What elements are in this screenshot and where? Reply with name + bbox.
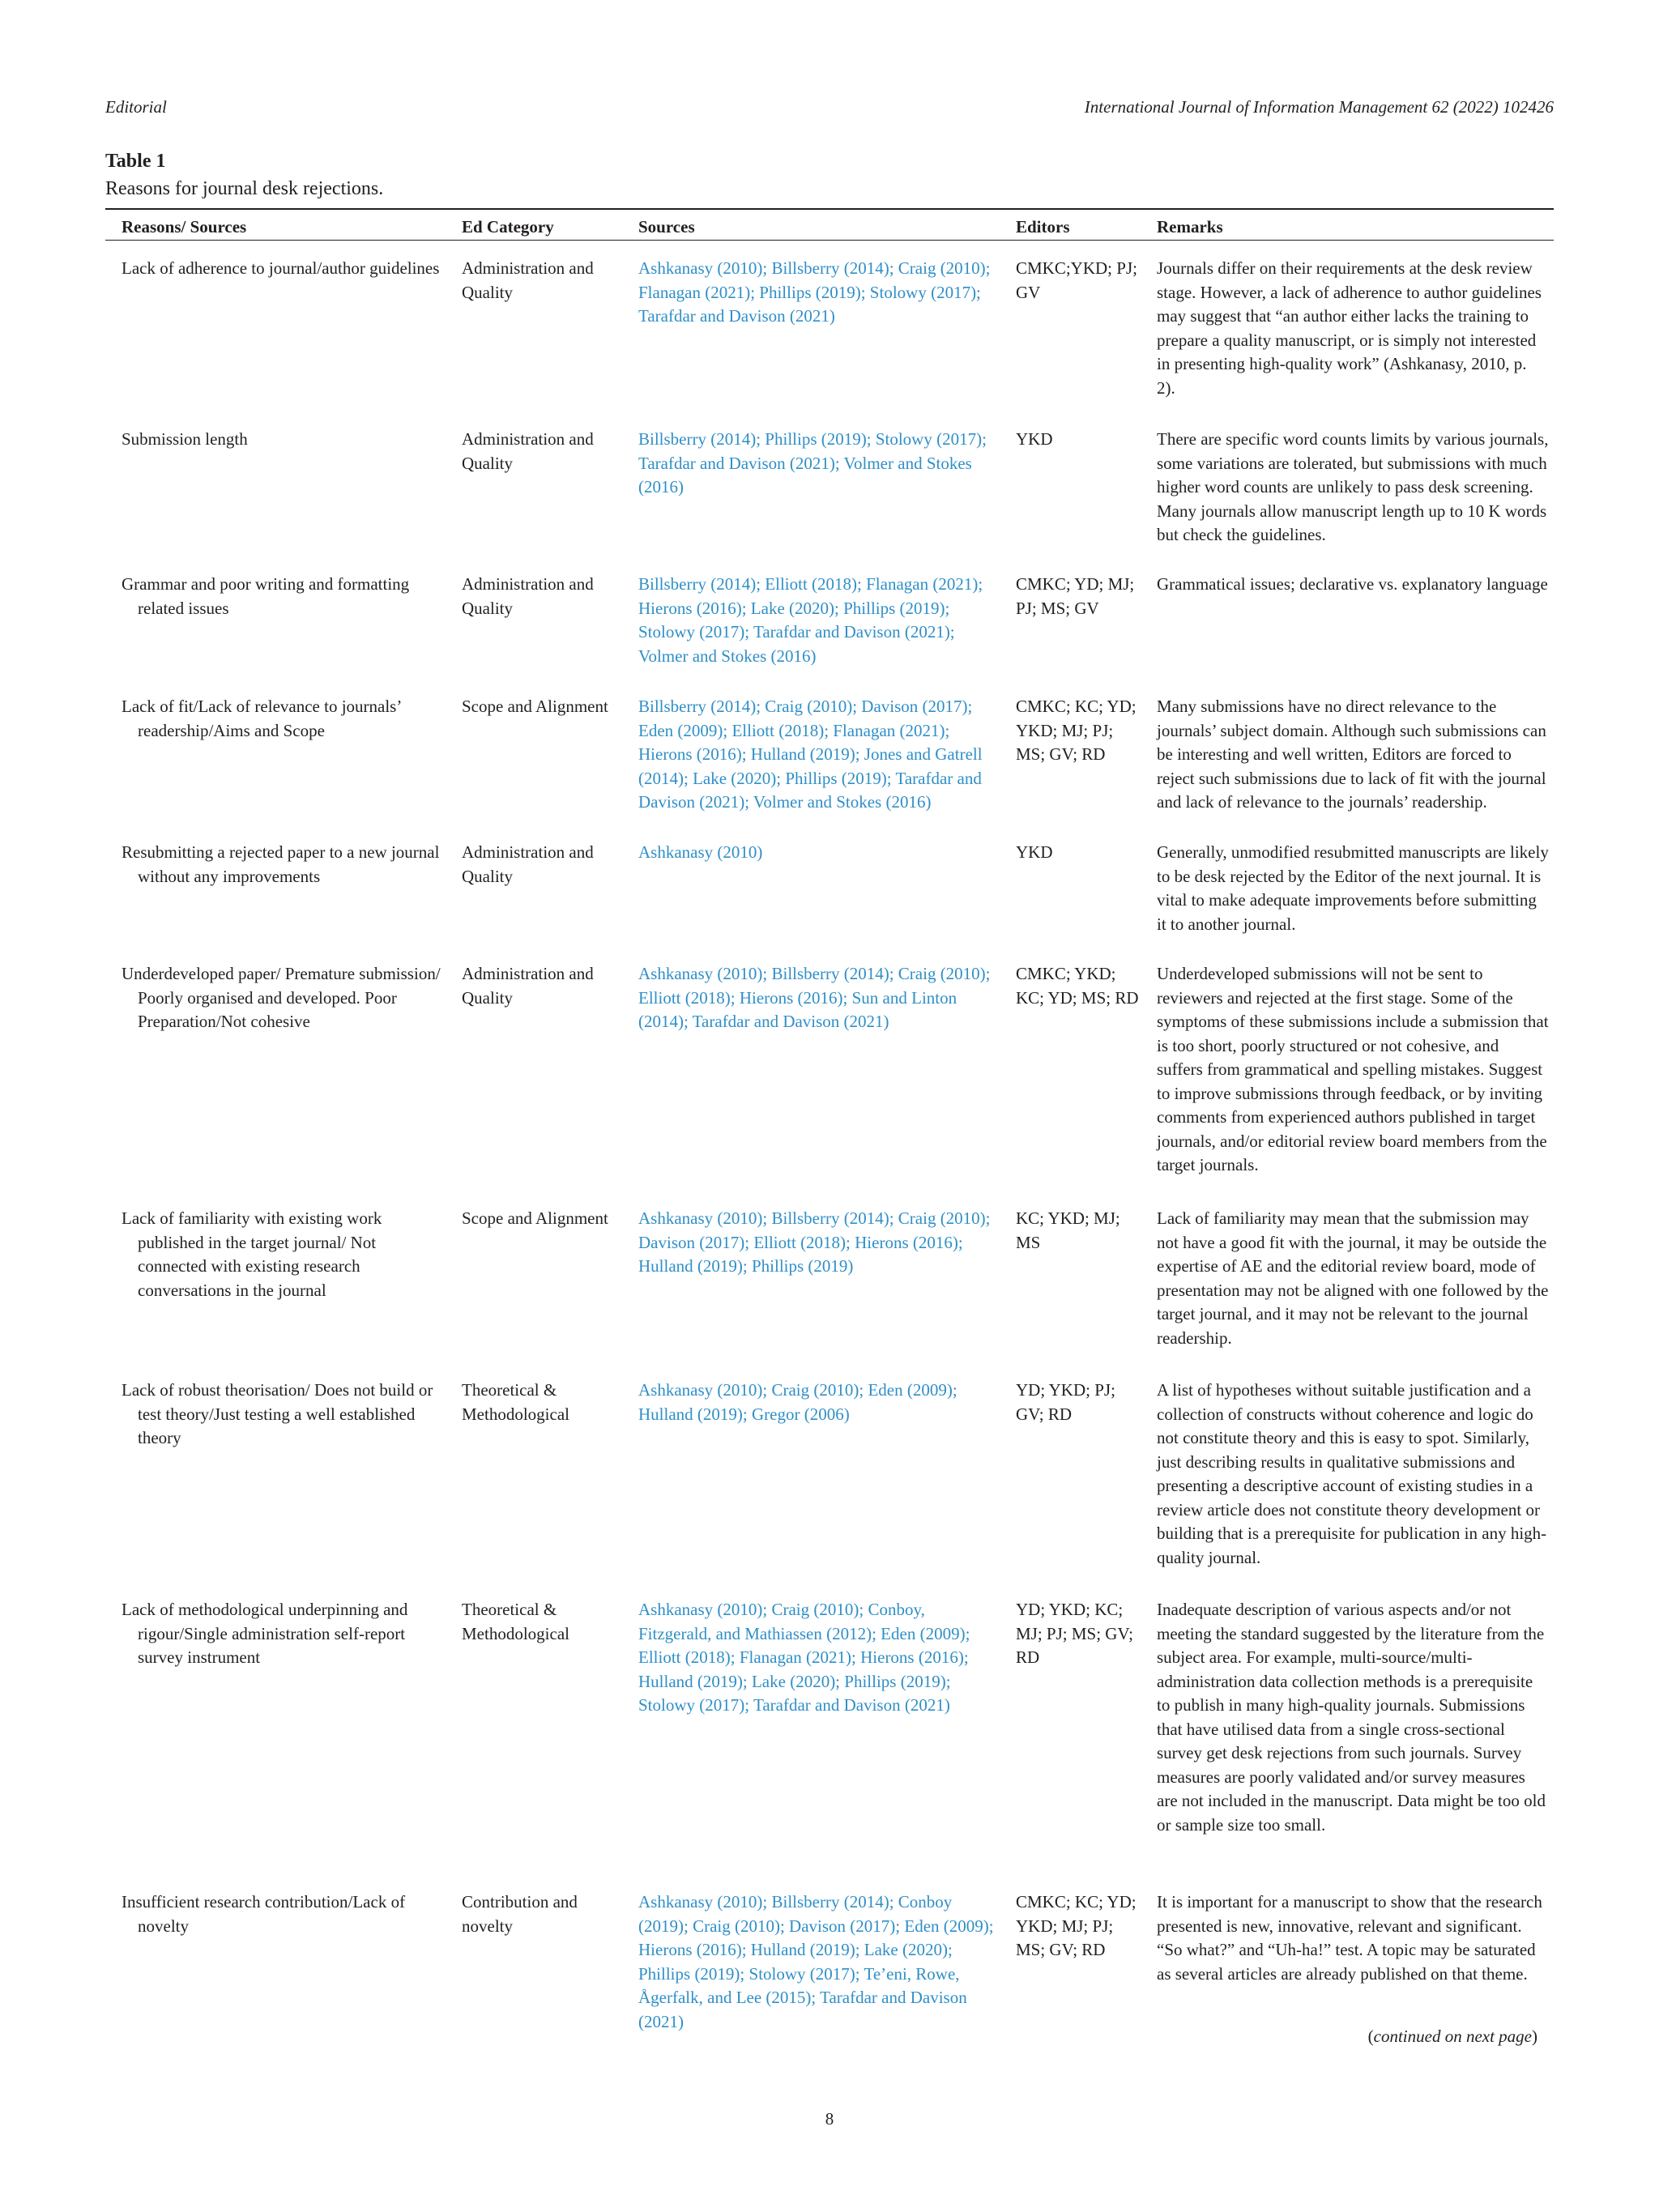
remarks-cell: Grammatical issues; declarative vs. explanatory language bbox=[1157, 574, 1548, 594]
column-header-editors: Editors bbox=[1016, 217, 1070, 237]
remarks-cell: There are specific word counts limits by various journals, some variations are tolerated, but submissions with much higher word counts are unlikely to pass desk screening. Many journals allow manuscript length up to 10 K words but check the guidelines. bbox=[1157, 429, 1549, 544]
table-title: Table 1 bbox=[105, 151, 166, 172]
column-header-reasons: Reasons/ Sources bbox=[122, 217, 247, 237]
sources-cell: Ashkanasy (2010); Billsberry (2014); Craig (2010); Elliott (2018); Hierons (2016); Sun and Linton (2014); Tarafdar and Davison (2021) bbox=[638, 964, 991, 1031]
reason-cell: Submission length bbox=[122, 429, 248, 449]
category-cell: Contribution and novelty bbox=[462, 1892, 578, 1936]
reason-cell: Grammar and poor writing and formatting related issues bbox=[122, 574, 410, 618]
category-cell: Theoretical & Methodological bbox=[462, 1600, 569, 1643]
reason-cell: Resubmitting a rejected paper to a new journal without any improvements bbox=[122, 842, 440, 886]
sources-cell: Billsberry (2014); Phillips (2019); Stolowy (2017); Tarafdar and Davison (2021); Volmer and Stokes (2016) bbox=[638, 429, 987, 497]
sources-cell: Ashkanasy (2010); Billsberry (2014); Conboy (2019); Craig (2010); Davison (2017); Eden (2009); Hierons (2016); Hulland (2019); Lake (2020); Phillips (2019); Stolowy (2017); Te’eni, Rowe, Ågerfalk, and Lee (2015); Tarafdar and Davison (2021) bbox=[638, 1892, 994, 2031]
sources-cell: Ashkanasy (2010); Billsberry (2014); Craig (2010); Flanagan (2021); Phillips (2019); Stolowy (2017); Tarafdar and Davison (2021) bbox=[638, 258, 991, 326]
category-cell: Administration and Quality bbox=[462, 574, 594, 618]
remarks-cell: It is important for a manuscript to show that the research presented is new, innovative, relevant and significant. “So what?” and “Uh-ha!” test. A topic may be saturated as several articles are already published on that theme. bbox=[1157, 1892, 1542, 1984]
sources-cell: Ashkanasy (2010); Craig (2010); Conboy, Fitzgerald, and Mathiassen (2012); Eden (2009); Elliott (2018); Flanagan (2021); Hierons (2016); Hulland (2019); Lake (2020); Phillips (2019); Stolowy (2017); Tarafdar and Davison (2021) bbox=[638, 1600, 970, 1715]
category-cell: Administration and Quality bbox=[462, 842, 594, 886]
column-header-category: Ed Category bbox=[462, 217, 554, 237]
sources-cell: Billsberry (2014); Elliott (2018); Flanagan (2021); Hierons (2016); Lake (2020); Phillips (2019); Stolowy (2017); Tarafdar and Davison (2021); Volmer and Stokes (2016) bbox=[638, 574, 983, 666]
reason-cell: Insufficient research contribution/Lack of novelty bbox=[122, 1892, 406, 1936]
reason-cell: Underdeveloped paper/ Premature submission/ Poorly organised and developed. Poor Preparation/Not cohesive bbox=[122, 964, 441, 1031]
running-header-left: Editorial bbox=[105, 97, 167, 117]
editors-cell: CMKC; KC; YD; YKD; MJ; PJ; MS; GV; RD bbox=[1016, 697, 1137, 764]
editors-cell: CMKC; YKD; KC; YD; MS; RD bbox=[1016, 964, 1139, 1008]
category-cell: Theoretical & Methodological bbox=[462, 1380, 569, 1424]
remarks-cell: Lack of familiarity may mean that the submission may not have a good fit with the journal, it may be outside the expertise of AE and the editorial review board, mode of presentation may not be aligned with one followed by the target journal, and it may not be relevant to the journal readership. bbox=[1157, 1208, 1549, 1348]
editors-cell: YKD bbox=[1016, 842, 1053, 862]
remarks-cell: Generally, unmodified resubmitted manuscripts are likely to be desk rejected by the Editor of the next journal. It is vital to make adequate improvements before submitting it to another journal. bbox=[1157, 842, 1549, 934]
remarks-cell: Many submissions have no direct relevance to the journals’ subject domain. Although such submissions can be interesting and well written, Editors are forced to reject such submissions due to lack of fit with the journal and lack of relevance to the journals’ readership. bbox=[1157, 697, 1546, 812]
editors-cell: YD; YKD; KC; MJ; PJ; MS; GV; RD bbox=[1016, 1600, 1133, 1667]
continued-text: continued on next page bbox=[1373, 2027, 1532, 2046]
remarks-cell: Journals differ on their requirements at the desk review stage. However, a lack of adherence to author guidelines may suggest that “an author either lacks the training to prepare a quality manuscript, or is simply not interested in presenting high-quality work” (Ashkanasy, 2010, p. 2). bbox=[1157, 258, 1542, 398]
reason-cell: Lack of methodological underpinning and rigour/Single administration self-report survey instrument bbox=[122, 1600, 408, 1667]
editors-cell: CMKC; KC; YD; YKD; MJ; PJ; MS; GV; RD bbox=[1016, 1892, 1137, 1959]
sources-cell: Ashkanasy (2010); Billsberry (2014); Craig (2010); Davison (2017); Elliott (2018); Hierons (2016); Hulland (2019); Phillips (2019) bbox=[638, 1208, 991, 1276]
category-cell: Scope and Alignment bbox=[462, 1208, 608, 1228]
editors-cell: YD; YKD; PJ; GV; RD bbox=[1016, 1380, 1115, 1424]
category-cell: Administration and Quality bbox=[462, 429, 594, 473]
category-cell: Administration and Quality bbox=[462, 258, 594, 302]
sources-cell: Ashkanasy (2010); Craig (2010); Eden (2009); Hulland (2019); Gregor (2006) bbox=[638, 1380, 957, 1424]
running-header-right: International Journal of Information Management 62 (2022) 102426 bbox=[1084, 97, 1554, 117]
category-cell: Scope and Alignment bbox=[462, 697, 608, 716]
column-header-remarks: Remarks bbox=[1157, 217, 1223, 237]
remarks-cell: Underdeveloped submissions will not be sent to reviewers and rejected at the first stage. Some of the symptoms of these submissions include a submission that is too short, poorly structured or not cohesive, and suffers from grammatical and spelling mistakes. Suggest to improve submissions through feedback, or by inviting comments from experienced authors published in target journals, and/or editorial review board members from the target journals. bbox=[1157, 964, 1549, 1174]
sources-cell: Billsberry (2014); Craig (2010); Davison (2017); Eden (2009); Elliott (2018); Flanagan (2021); Hierons (2016); Hulland (2019); Jones and Gatrell (2014); Lake (2020); Phillips (2019); Tarafdar and Davison (2021); Volmer and Stokes (2016) bbox=[638, 697, 983, 812]
category-cell: Administration and Quality bbox=[462, 964, 594, 1008]
reason-cell: Lack of fit/Lack of relevance to journals’ readership/Aims and Scope bbox=[122, 697, 401, 740]
reason-cell: Lack of robust theorisation/ Does not build or test theory/Just testing a well established theory bbox=[122, 1380, 433, 1447]
sources-cell: Ashkanasy (2010) bbox=[638, 842, 763, 862]
column-header-sources: Sources bbox=[638, 217, 695, 237]
editors-cell: YKD bbox=[1016, 429, 1053, 449]
editors-cell: CMKC; YD; MJ; PJ; MS; GV bbox=[1016, 574, 1135, 618]
table-caption: Reasons for journal desk rejections. bbox=[105, 178, 384, 199]
editors-cell: CMKC;YKD; PJ; GV bbox=[1016, 258, 1137, 302]
reason-cell: Lack of adherence to journal/author guidelines bbox=[122, 258, 440, 278]
remarks-cell: A list of hypotheses without suitable justification and a collection of constructs without coherence and logic do not constitute theory and this is easy to spot. Similarly, just describing results in qualitative submissions and presenting a descriptive account of existing studies in a review article does not constitute theory development or building that is a prerequisite for publication in any high-quality journal. bbox=[1157, 1380, 1547, 1567]
remarks-cell: Inadequate description of various aspects and/or not meeting the standard suggested by the literature from the subject area. For example, multi-source/multi-administration data collection methods is a prerequisite to publish in many high-quality journals. Submissions that have utilised data from a single cross-sectional survey get desk rejections from such journals. Survey measures are poorly validated and/or survey measures are not included in the manuscript. Data might be too old or sample size too small. bbox=[1157, 1600, 1546, 1835]
page-number: 8 bbox=[825, 2109, 834, 2129]
reason-cell: Lack of familiarity with existing work published in the target journal/ Not connected with existing research conversations in the journal bbox=[122, 1208, 382, 1300]
editors-cell: KC; YKD; MJ; MS bbox=[1016, 1208, 1120, 1252]
continued-note: (continued on next page) bbox=[1367, 2027, 1537, 2046]
